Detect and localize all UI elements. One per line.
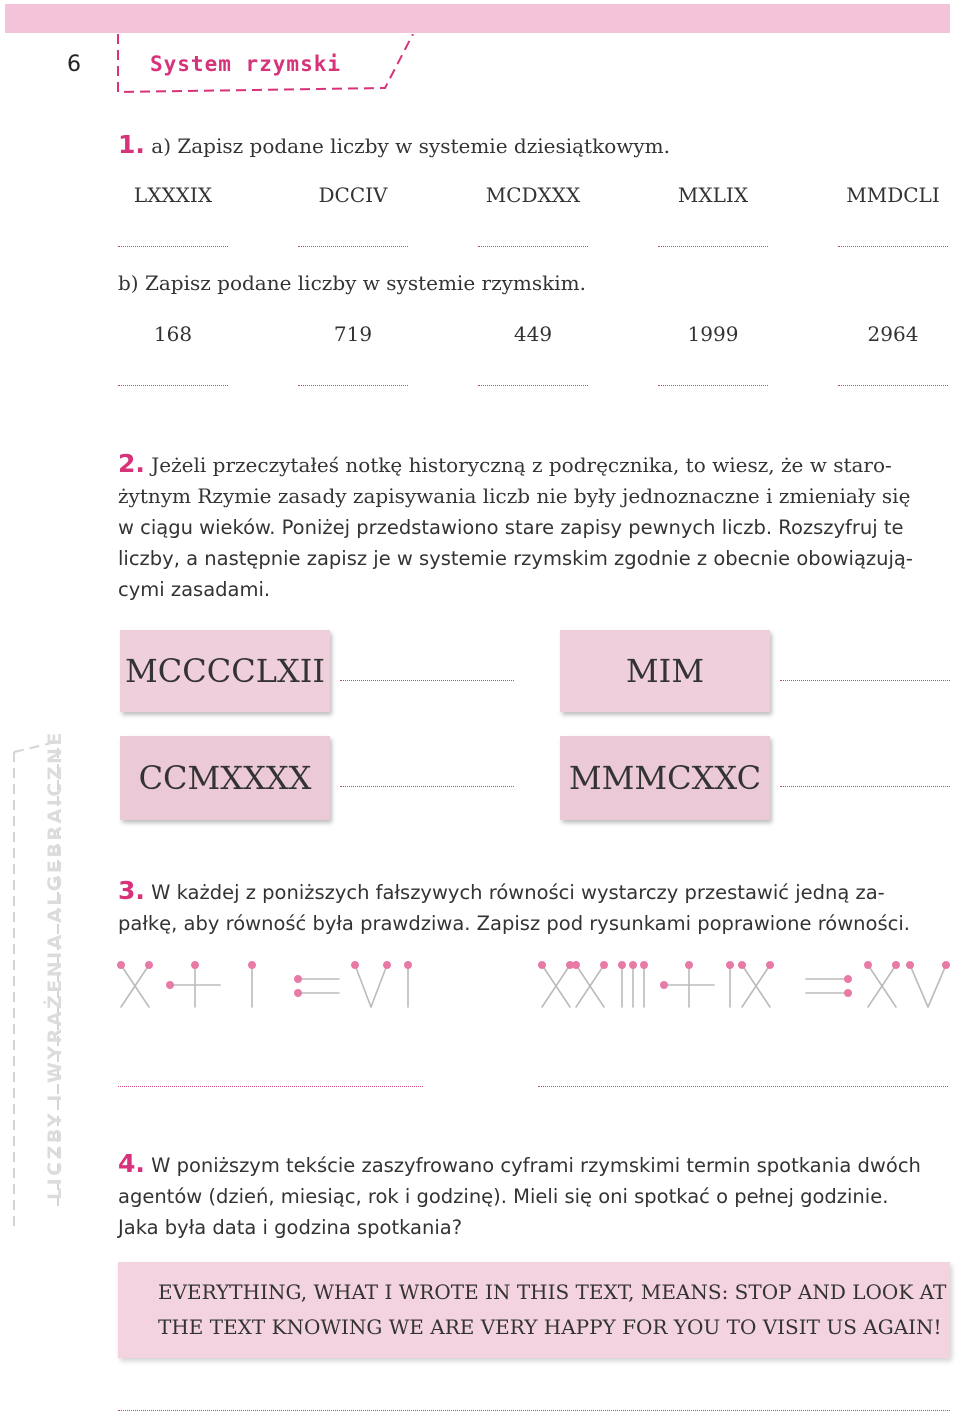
matchstick-head (538, 961, 546, 969)
matchstick-head (383, 961, 391, 969)
matchstick (910, 965, 928, 1007)
paper-card: MIM (560, 630, 770, 712)
task4-line: W poniższym tekście zaszyfrowano cyframi rzymskimi termin spotkania dwóch (151, 1154, 921, 1177)
task3-text (118, 875, 950, 939)
matchstick-head (864, 961, 872, 969)
decimal-number: 168 (153, 322, 193, 346)
answer-field[interactable] (118, 1410, 950, 1411)
matchstick-head (351, 961, 359, 969)
task2-line: liczby, a następnie zapisz je w systemie rzymskim zgodnie z obecnie obowiązują- (118, 547, 913, 570)
sidebar-label: LICZBY I WYRAŻENIA ALGEBRAICZNE (44, 730, 66, 1200)
cipher-box (118, 1262, 950, 1358)
task2-line: Jeżeli przeczytałeś notkę historyczną z podręcznika, to wiesz, że w staro- (151, 453, 892, 477)
answer-field[interactable] (658, 385, 768, 386)
task1b-answer-row (118, 385, 948, 386)
task1-roman-row (118, 183, 948, 207)
answer-field[interactable] (298, 246, 408, 247)
cipher-line: THE TEXT KNOWING WE ARE VERY HAPPY FOR YOU TO VISIT US AGAIN! (158, 1315, 942, 1339)
page-number: 6 (67, 52, 81, 77)
task1-part-a: a) Zapisz podane liczby w systemie dziesiątkowym. (151, 134, 670, 158)
task1a-answer-row (118, 246, 948, 247)
roman-number: MXLIX (677, 183, 749, 207)
matchstick-head (844, 989, 852, 997)
answer-field[interactable] (298, 385, 408, 386)
matchstick-head (844, 975, 852, 983)
decimal-number: 1999 (687, 322, 739, 346)
paper-card: MMMCXXC (560, 736, 770, 820)
task1-number: 1. (118, 130, 145, 159)
paper-card: MCCCCLXII (120, 630, 330, 712)
section-title: System rzymski (150, 52, 342, 76)
matchstick-head (660, 981, 668, 989)
matchstick-head (117, 961, 125, 969)
answer-field[interactable] (838, 246, 948, 247)
task2-line: cymi zasadami. (118, 578, 271, 601)
matchstick-head (738, 961, 746, 969)
task3-number: 3. (118, 876, 145, 905)
decimal-number: 2964 (867, 322, 919, 346)
answer-field[interactable] (118, 385, 228, 386)
task4-text (118, 1148, 952, 1243)
matchstick-head (618, 961, 626, 969)
roman-number: DCCIV (318, 183, 388, 207)
matchstick-head (600, 961, 608, 969)
matchstick-head (766, 961, 774, 969)
roman-number: LXXXIX (133, 183, 213, 207)
task4-line: Jaka była data i godzina spotkania? (118, 1216, 463, 1239)
matchstick-head (145, 961, 153, 969)
task2-number: 2. (118, 449, 145, 478)
task2-line: w ciągu wieków. Poniżej przedstawiono stare zapisy pewnych liczb. Rozszyfruj te (118, 516, 904, 539)
decimal-number: 449 (513, 322, 553, 346)
task1-decimal-row (118, 322, 948, 346)
answer-field[interactable] (538, 1086, 948, 1087)
cipher-line: EVERYTHING, WHAT I WROTE IN THIS TEXT, MEANS: STOP AND LOOK AT (158, 1280, 947, 1304)
matchstick-head (166, 981, 174, 989)
decimal-number: 719 (333, 322, 373, 346)
matchstick-head (294, 989, 302, 997)
answer-field[interactable] (780, 786, 950, 787)
matchstick-equation-2 (538, 955, 954, 1015)
task4-number: 4. (118, 1149, 145, 1178)
matchstick-head (629, 961, 637, 969)
answer-field[interactable] (478, 246, 588, 247)
answer-field[interactable] (780, 680, 950, 681)
matchstick-head (726, 961, 734, 969)
task2-line: żytnym Rzymie zasady zapisywania liczb nie były jednoznaczne i zmieniały się (118, 484, 911, 508)
matchstick (928, 965, 946, 1007)
matchstick-head (248, 961, 256, 969)
answer-field[interactable] (340, 786, 514, 787)
matchstick-head (191, 961, 199, 969)
matchstick-head (685, 961, 693, 969)
answer-field[interactable] (340, 680, 514, 681)
paper-card: CCMXXXX (120, 736, 330, 820)
answer-field[interactable] (118, 246, 228, 247)
matchstick-head (640, 961, 648, 969)
task2-text (118, 448, 950, 605)
roman-number: MCDXXX (485, 183, 581, 207)
matchstick-head (892, 961, 900, 969)
answer-field[interactable] (478, 385, 588, 386)
task1-part-b: b) Zapisz podane liczby w systemie rzymskim. (118, 271, 586, 295)
matchstick-head (294, 975, 302, 983)
answer-field[interactable] (118, 1086, 423, 1087)
matchstick (371, 965, 387, 1007)
matchstick-head (572, 961, 580, 969)
matchstick-head (404, 961, 412, 969)
task3-line: W każdej z poniższych fałszywych równości wystarczy przestawić jedną za- (151, 881, 885, 904)
roman-number: MMDCLI (846, 183, 940, 207)
task4-line: agentów (dzień, miesiąc, rok i godzinę). Mieli się oni spotkać o pełnej godzinie. (118, 1185, 889, 1208)
task1-header (118, 129, 670, 162)
matchstick-head (942, 961, 950, 969)
task3-line: pałkę, aby równość była prawdziwa. Zapisz pod rysunkami poprawione równości. (118, 912, 910, 935)
matchstick-equation-1 (115, 955, 425, 1015)
answer-field[interactable] (838, 385, 948, 386)
answer-field[interactable] (658, 246, 768, 247)
matchstick (355, 965, 371, 1007)
matchstick-head (906, 961, 914, 969)
header-band (5, 4, 950, 33)
